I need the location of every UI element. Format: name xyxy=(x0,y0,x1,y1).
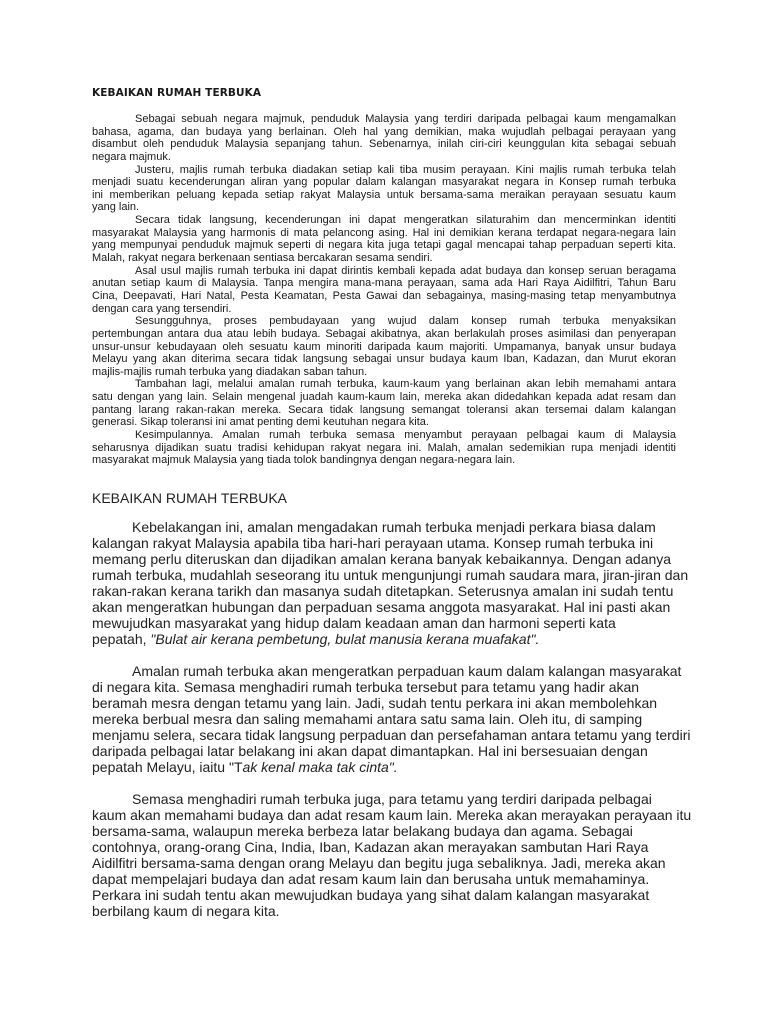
paragraph xyxy=(92,519,692,647)
text-line: yang mempunyai penduduk majmuk seperti di negara kita juga tetapi gagal mencapai tahap perpaduan seperti kita. xyxy=(92,239,676,252)
text-line: mereka berbual mesra dan saling memahami antara satu sama lain. Oleh itu, di samping xyxy=(92,711,643,727)
text-line: Melayu yang akan diterima secara tidak langsung sebagai unsur budaya kaum Iban, Kadazan, dan Murut ekoran xyxy=(92,353,676,366)
text-line: generasi. Sikap toleransi ini amat penting demi keutuhan negara kita. xyxy=(92,416,429,429)
text-line: bersama-sama, walaupun mereka berbeza latar belakang budaya dan agama. Sebagai xyxy=(92,823,633,839)
text-line: Perkara ini sudah tentu akan mewujudkan budaya yang sihat dalam kalangan masyarakat xyxy=(92,887,650,903)
essay-section-1 xyxy=(92,86,676,467)
text-line: Sebagai sebuah negara majmuk, penduduk Malaysia yang terdiri daripada pelbagai kaum mengamalkan xyxy=(135,113,676,125)
text-line: dapat mempelajari budaya dan adat resam kaum lain dan berusaha untuk memahaminya. xyxy=(92,871,650,887)
text-line: masyarakat majmuk Malaysia yang tiada tolok bandingnya dengan negara-negara lain. xyxy=(92,454,516,467)
text-line: Justeru, majlis rumah terbuka diadakan setiap kali tiba musim perayaan. Kini majlis rumah terbuka telah xyxy=(135,163,676,176)
text-line: kalangan rakyat Malaysia apabila tiba hari-hari perayaan utama. Konsep rumah terbuka ini xyxy=(92,535,654,551)
text-line: Secara tidak langsung, kecenderungan ini dapat mengeratkan silaturahim dan mencerminkan identiti xyxy=(135,214,676,227)
text-line: Semasa menghadiri rumah terbuka juga, para tetamu yang terdiri daripada pelbagai xyxy=(132,791,652,807)
quoted-proverb: ak kenal maka tak cinta". xyxy=(242,759,398,775)
text-line: berbilang kaum di negara kita. xyxy=(92,903,280,919)
text-line: satu dengan yang lain. Selain mengenal juadah kaum-kaum lain, mereka akan didedahkan kepada adat resam dan xyxy=(92,391,676,404)
text-line: Kebelakangan ini, amalan mengadakan rumah terbuka menjadi perkara biasa dalam xyxy=(132,519,656,535)
text-line: Amalan rumah terbuka akan mengeratkan perpaduan kaum dalam kalangan masyarakat xyxy=(132,663,682,679)
section-1-body xyxy=(92,113,676,467)
text-line: Asal usul majlis rumah terbuka ini dapat dirintis kembali kepada adat budaya dan konsep seruan beragama xyxy=(135,264,676,277)
text-line: yang lain. xyxy=(92,201,140,214)
text-segment: pepatah Melayu, iaitu "T xyxy=(92,759,243,775)
text-line: ini memberikan peluang kepada setiap rakyat Malaysia untuk bersama-sama meraikan perayaan sesuatu kaum xyxy=(92,188,676,201)
text-line xyxy=(92,759,692,775)
text-line: daripada pelbagai latar belakang ini akan dapat dimantapkan. Hal ini bersesuaian dengan xyxy=(92,743,648,759)
text-line: Kesimpulannya. Amalan rumah terbuka semasa menyambut perayaan pelbagai kaum di Malaysia xyxy=(135,429,676,442)
text-line: Aidilfitri bersama-sama dengan orang Melayu dan begitu juga sebaliknya. Jadi, mereka akan xyxy=(92,855,666,871)
text-line: anutan setiap kaum di Malaysia. Tanpa mengira mana-mana perayaan, sama ada Hari Raya Aidilfitri, Tahun Baru xyxy=(92,277,676,290)
text-line: Cina, Deepavati, Hari Natal, Pesta Keamatan, Pesta Gawai dan sebagainya, masing-masing tetap menyambutnya xyxy=(92,289,676,302)
text-line: masyarakat Malaysia yang harmonis di mata pelancong asing. Hal ini demikian kerana terdapat negara-negara lain xyxy=(92,226,676,239)
section-1-title: KEBAIKAN RUMAH TERBUKA xyxy=(92,87,262,99)
text-line: negara majmuk. xyxy=(92,150,171,163)
quoted-proverb: "Bulat air kerana pembetung, bulat manusia kerana muafakat". xyxy=(150,631,540,647)
essay-section-2 xyxy=(92,489,692,935)
text-line: beramah mesra dengan tetamu yang lain. Jadi, sudah tentu perkara ini akan membolehkan xyxy=(92,695,658,711)
paragraph xyxy=(92,791,692,919)
text-line: Sesungguhnya, proses pembudayaan yang wujud dalam konsep rumah terbuka menyaksikan xyxy=(135,315,676,328)
text-line xyxy=(92,631,692,647)
text-segment: pepatah, xyxy=(92,631,151,647)
text-line: contohnya, orang-orang Cina, India, Iban, Kadazan akan merayakan sambutan Hari Raya xyxy=(92,839,649,855)
text-line: Tambahan lagi, melalui amalan rumah terbuka, kaum-kaum yang berlainan akan lebih memahami antara xyxy=(135,378,676,391)
text-line: pertembungan antara dua atau lebih budaya. Sebagai akibatnya, akan berlakulah proses asimilasi dan penyerapan xyxy=(92,327,676,340)
text-line: memang perlu diteruskan dan dijadikan amalan kerana banyak kebaikannya. Dengan adanya xyxy=(92,551,672,567)
text-line: seharusnya dijadikan suatu tradisi kehidupan rakyat negara ini. Malah, amalan sedemikian rupa menjadi identiti xyxy=(92,441,676,454)
text-line: dengan cara yang tersendiri. xyxy=(92,302,232,315)
text-line: rakan-rakan kerana tarikh dan masanya sudah ditetapkan. Seterusnya amalan ini sudah tentu xyxy=(92,583,674,599)
text-line: menjamu selera, secara tidak langsung perpaduan dan persefahaman antara tetamu yang terdiri xyxy=(92,727,691,743)
text-line: kaum akan memahami budaya dan adat resam kaum lain. Mereka akan merayakan perayaan itu xyxy=(92,807,692,823)
paragraph xyxy=(92,663,692,775)
text-line: menjadi suatu kecenderungan aliran yang popular dalam kalangan masyarakat negara in Konsep rumah terbuka xyxy=(92,176,676,189)
text-line: disambut oleh penduduk Malaysia sepanjang tahun. Sebenarnya, inilah ciri-ciri keunggulan kita sebagai sebuah xyxy=(92,138,676,151)
text-line: majlis-majlis rumah terbuka yang diadakan saban tahun. xyxy=(92,365,368,378)
text-line: Malah, rakyat negara berkenaan sentiasa bercakaran sesama sendiri. xyxy=(92,252,433,265)
text-line: unsur-unsur kebudayaan oleh sesuatu kaum minoriti daripada kaum majoriti. Umpamanya, banyak unsur budaya xyxy=(92,340,676,353)
text-line: akan mengeratkan hubungan dan perpaduan sesama anggota masyarakat. Hal ini pasti akan xyxy=(92,599,671,615)
text-line: bahasa, agama, dan budaya yang berlainan. Oleh hal yang demikian, maka wujudlah pelbagai perayaan yang xyxy=(92,125,676,138)
section-2-title: KEBAIKAN RUMAH TERBUKA xyxy=(92,490,288,506)
text-line: rumah terbuka, mudahlah seseorang itu untuk mengunjungi rumah saudara mara, jiran-jiran dan xyxy=(92,567,689,583)
text-line: di negara kita. Semasa menghadiri rumah terbuka tersebut para tetamu yang hadir akan xyxy=(92,679,640,695)
text-line: pantang larang rakan-rakan mereka. Secara tidak langsung semangat toleransi akan tersemai dalam kalangan xyxy=(92,403,676,416)
text-line: mewujudkan masyarakat yang hidup dalam keadaan aman dan harmoni seperti kata xyxy=(92,615,616,631)
